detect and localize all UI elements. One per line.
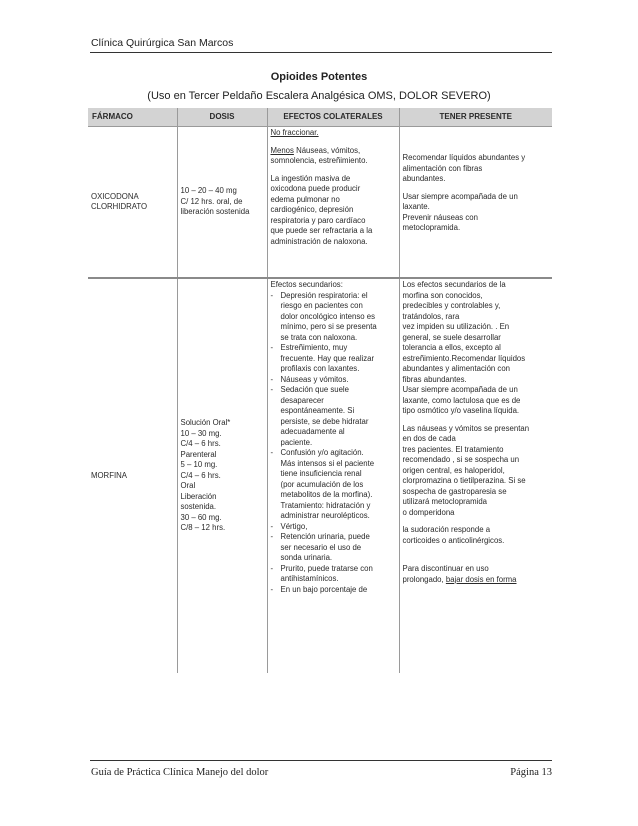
- list-item: - Prurito, puede tratarse con antihistamínicos.: [281, 564, 396, 585]
- table-row: [88, 127, 552, 279]
- effects-cell-oxicodona: No fraccionar. Menos Náuseas, vómitos, somnolencia, estreñimiento. La ingestión masiva de oxicodona puede producir edema pulmonar no cardiogénico, depresión respiratoria y paro cardíaco que puede ser refractaria a la administración de naloxona.: [267, 127, 399, 279]
- list-item: - Estreñimiento, muy frecuente. Hay que realizar profilaxis con laxantes.: [281, 343, 396, 375]
- section-title: Opioides Potentes: [270, 71, 368, 83]
- notes-cell-morfina: Los efectos secundarios de la morfina son conocidos, predecibles y controlables y, tratándolos, rara vez impiden su utilización. . En general, se suele desarrollar tolerancia a ellos, excepto al estreñimiento.Recomendar líquidos abundantes y alimentación con fibras abundantes. Usar siempre acompañada de un laxante, como lactulosa que es de tipo osmótico y/o vaselina líquida. Las náuseas y vómitos se presentan en dos de cada tres pacientes. El tratamiento recomendado , si se sospecha un origen central, es haloperidol, clorpromazina o tietilperazina. Si se sospecha de gastroparesia se utilizará metoclopramida o domperidona la sudoración responde a corticoides o anticolinérgicos. Para discontinuar en uso prolongado, bajar dosis en forma: [402, 280, 530, 584]
- notes-cell-oxicodona: Recomendar líquidos abundantes y alimentación con fibras abundantes. Usar siempre acompañada de un laxante. Prevenir náuseas con metoclopramida.: [399, 127, 552, 279]
- side-effects-list: [271, 291, 396, 596]
- list-item: - En un bajo porcentaje de: [281, 585, 396, 596]
- table-row: [88, 278, 552, 673]
- drug-cell-oxicodona: OXICODONA CLORHIDRATO: [88, 127, 177, 279]
- opioids-table: [88, 108, 552, 673]
- footer-divider: [90, 760, 552, 761]
- list-item: - Náuseas y vómitos.: [281, 375, 396, 386]
- list-item: - Sedación que suele desaparecer espontáneamente. Si persiste, se debe hidratar adecuadamente al paciente.: [281, 385, 396, 448]
- section-subtitle: (Uso en Tercer Peldaño Escalera Analgésica OMS, DOLOR SEVERO): [147, 90, 491, 102]
- list-item: - Vértigo,: [281, 522, 396, 533]
- page-header: Clínica Quirúrgica San Marcos: [91, 37, 234, 49]
- drug-cell-morfina: MORFINA: [88, 278, 177, 673]
- table-header-row: [88, 108, 552, 127]
- footer-page-number: Página 13: [510, 767, 552, 778]
- header-divider: [90, 52, 552, 53]
- list-item: - Depresión respiratoria: el riesgo en pacientes con dolor oncológico intenso es mínimo, pero si se presenta se trata con naloxona.: [281, 291, 396, 344]
- column-header-tener-presente: TENER PRESENTE: [399, 108, 552, 127]
- column-header-efectos: EFECTOS COLATERALES: [267, 108, 399, 127]
- list-item: - Confusión y/o agitación. Más intensos si el paciente tiene insuficiencia renal (por acumulación de los metabolitos de la morfina). Tratamiento: hidratación y administrar neurolépticos.: [281, 448, 396, 522]
- dose-cell-morfina: Solución Oral* 10 – 30 mg. C/4 – 6 hrs. Parenteral 5 – 10 mg. C/4 – 6 hrs. Oral Liberación sostenida. 30 – 60 mg. C/8 – 12 hrs.: [177, 278, 267, 673]
- list-item: - Retención urinaria, puede ser necesario el uso de sonda urinaria.: [281, 532, 396, 564]
- no-fraccionar-note: No fraccionar.: [270, 128, 319, 137]
- footer-document-title: Guía de Práctica Clínica Manejo del dolor: [91, 767, 269, 778]
- dose-cell-oxicodona: 10 – 20 – 40 mg C/ 12 hrs. oral, de liberación sostenida: [177, 127, 267, 279]
- column-header-dosis: DOSIS: [177, 108, 267, 127]
- column-header-farmaco: FÁRMACO: [88, 108, 177, 127]
- effects-cell-morfina: Efectos secundarios: - Depresión respiratoria: el riesgo en pacientes con dolor oncológico intenso es mínimo, pero si se presenta se trata con naloxona. - Estreñimiento, muy frecuente. Hay que realizar profilaxis con laxantes. - Náuseas y vómitos. - Sedación que suele desaparecer espontáneamente. Si persiste, se debe hidratar adecuadamente al paciente. - Confusión y/o agitación. Más intensos si el paciente tiene insuficiencia renal (por acumulación de los metabolitos de la morfina). Tratamiento: hidratación y administrar neurolépticos. - Vértigo, - Retención urinaria, puede ser necesario el uso de sonda urinaria. - Prurito, puede tratarse con antihistamínicos. - En un bajo porcentaje de: [267, 278, 399, 673]
